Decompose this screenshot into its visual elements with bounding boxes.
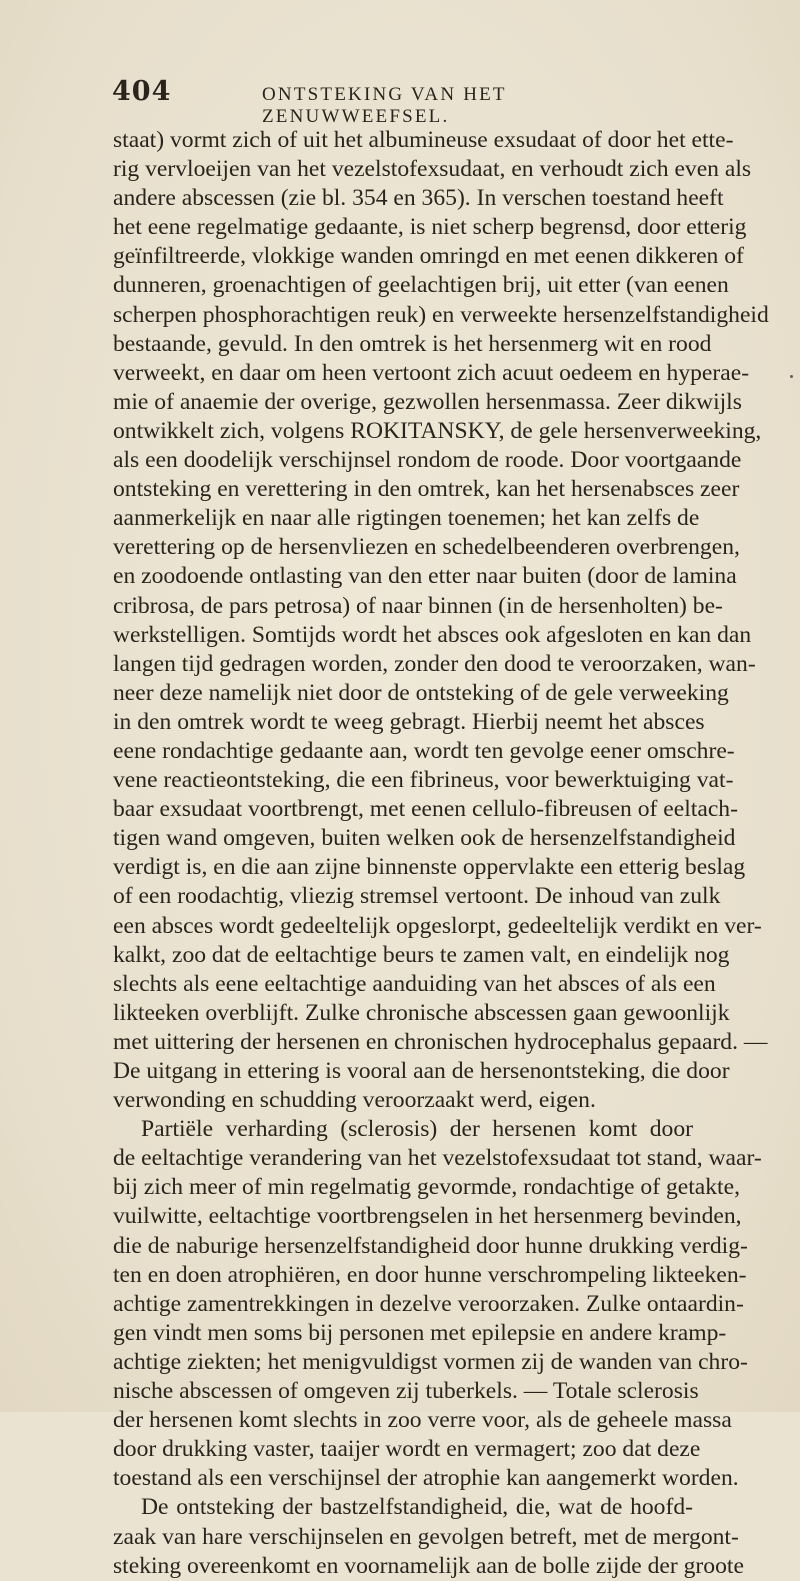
running-title: ONTSTEKING VAN HET ZENUWWEEFSEL.: [262, 84, 507, 127]
text-line: rig vervloeijen van het vezelstofexsudaat, en verhoudt zich even als: [113, 156, 752, 183]
text-line: neer deze namelijk niet door de ontsteking of de gele verweeking: [113, 679, 729, 706]
body-text: [113, 126, 769, 1581]
text-line: De uitgang in ettering is vooral aan de hersenontsteking, die door: [113, 1058, 730, 1084]
text-line: een absces wordt gedeeltelijk opgeslorpt, gedeeltelijk verdikt en ver-: [113, 912, 762, 939]
text-line: zaak van hare verschijnselen en gevolgen betreft, met de mergont-: [113, 1523, 739, 1550]
text-line: eene rondachtige gedaante aan, wordt ten gevolge eener omschre-: [113, 737, 735, 764]
text-line: verettering op de hersenvliezen en schedelbeenderen overbrengen,: [113, 534, 740, 561]
page-number: 404: [112, 76, 172, 107]
text-line: baar exsudaat voortbrengt, met eenen cellulo-fibreusen of eeltach-: [113, 796, 738, 823]
text-line: langen tijd gedragen worden, zonder den dood te veroorzaken, wan-: [113, 650, 756, 677]
text-line: in den omtrek wordt te weeg gebragt. Hierbij neemt het absces: [113, 708, 705, 735]
text-line: bestaande, gevuld. In den omtrek is het hersenmerg wit en rood: [113, 330, 712, 357]
text-line: De ontsteking der bastzelfstandigheid, die, wat de hoofd-: [141, 1494, 693, 1521]
text-line: verwonding en schudding veroorzaakt werd, eigen.: [113, 1087, 596, 1114]
text-line: der hersenen komt slechts in zoo verre voor, als de geheele massa: [113, 1407, 732, 1434]
text-line: en zoodoende ontlasting van den etter naar buiten (door de lamina: [113, 563, 737, 590]
text-line: met uittering der hersenen en chronischen hydrocephalus gepaard. —: [113, 1028, 768, 1055]
text-line: scherpen phosphorachtigen reuk) en verweekte hersenzelfstandigheid: [113, 301, 769, 328]
text-line: nische abscessen of omgeven zij tuberkels. — Totale sclerosis: [113, 1378, 699, 1405]
text-line: kalkt, zoo dat de eeltachtige beurs te zamen valt, en eindelijk nog: [113, 941, 730, 968]
text-line: het eene regelmatige gedaante, is niet scherp begrensd, door etterig: [113, 214, 747, 241]
margin-speck: [790, 375, 793, 378]
text-line: mie of anaemie der overige, gezwollen hersenmassa. Zeer dikwijls: [113, 388, 742, 415]
text-line: die de naburige hersenzelfstandigheid door hunne drukking verdig-: [113, 1232, 748, 1259]
text-line: andere abscessen (zie bl. 354 en 365). In verschen toestand heeft: [113, 185, 724, 212]
text-line: gen vindt men soms bij personen met epilepsie en andere kramp-: [113, 1319, 727, 1346]
page-header: [112, 76, 692, 127]
text-line: tigen wand omgeven, buiten welken ook de hersenzelfstandigheid: [113, 825, 736, 852]
text-line: cribrosa, de pars petrosa) of naar binnen (in de hersenholten) be-: [113, 592, 723, 619]
text-line: staat) vormt zich of uit het albumineuse exsudaat of door het ette-: [113, 127, 734, 153]
text-line: als een doodelijk verschijnsel rondom de roode. Door voortgaande: [113, 447, 742, 474]
text-line: Partiële verharding (sclerosis) der hersenen komt door: [141, 1116, 693, 1143]
text-line: toestand als een verschijnsel der atrophie kan aangemerkt worden.: [113, 1465, 739, 1492]
text-line: verweekt, en daar om heen vertoont zich acuut oedeem en hyperae-: [113, 359, 750, 386]
text-line: vuilwitte, eeltachtige voortbrengselen in het hersenmerg bevinden,: [113, 1203, 742, 1230]
text-line: ten en doen atrophiëren, en door hunne verschrompeling likteeken-: [113, 1261, 747, 1288]
text-line: bij zich meer of min regelmatig gevormde, rondachtige of getakte,: [113, 1174, 740, 1201]
text-line: likteeken overblijft. Zulke chronische abscessen gaan gewoonlijk: [113, 999, 730, 1026]
text-line: of een roodachtig, vliezig stremsel vertoont. De inhoud van zulk: [113, 883, 721, 910]
text-line: steking overeenkomt en voornamelijk aan de bolle zijde der groote: [113, 1552, 744, 1579]
text-line: aanmerkelijk en naar alle rigtingen toenemen; het kan zelfs de: [113, 505, 700, 532]
text-line: werkstelligen. Somtijds wordt het absces ook afgesloten en kan dan: [113, 621, 752, 648]
text-line: door drukking vaster, taaijer wordt en vermagert; zoo dat deze: [113, 1436, 701, 1463]
text-line: ontsteking en verettering in den omtrek, kan het hersenabsces zeer: [113, 476, 740, 503]
text-line: achtige zamentrekkingen in dezelve veroorzaken. Zulke ontaardin-: [113, 1290, 744, 1317]
text-line: de eeltachtige verandering van het vezelstofexsudaat tot stand, waar-: [113, 1145, 762, 1172]
text-line: verdigt is, en die aan zijne binnenste oppervlakte een etterig beslag: [113, 854, 746, 881]
text-line: dunneren, groenachtigen of geelachtigen brij, uit etter (van eenen: [113, 272, 729, 299]
text-line: ontwikkelt zich, volgens ROKITANSKY, de gele hersenverweeking,: [113, 417, 762, 444]
text-line: achtige ziekten; het menigvuldigst vormen zij de wanden van chro-: [113, 1348, 748, 1375]
text-line: geïnfiltreerde, vlokkige wanden omringd en met eenen dikkeren of: [113, 243, 744, 270]
text-line: slechts als eene eeltachtige aanduiding van het absces of als een: [113, 970, 716, 997]
text-line: vene reactieontsteking, die een fibrineus, voor bewerktuiging vat-: [113, 767, 734, 794]
